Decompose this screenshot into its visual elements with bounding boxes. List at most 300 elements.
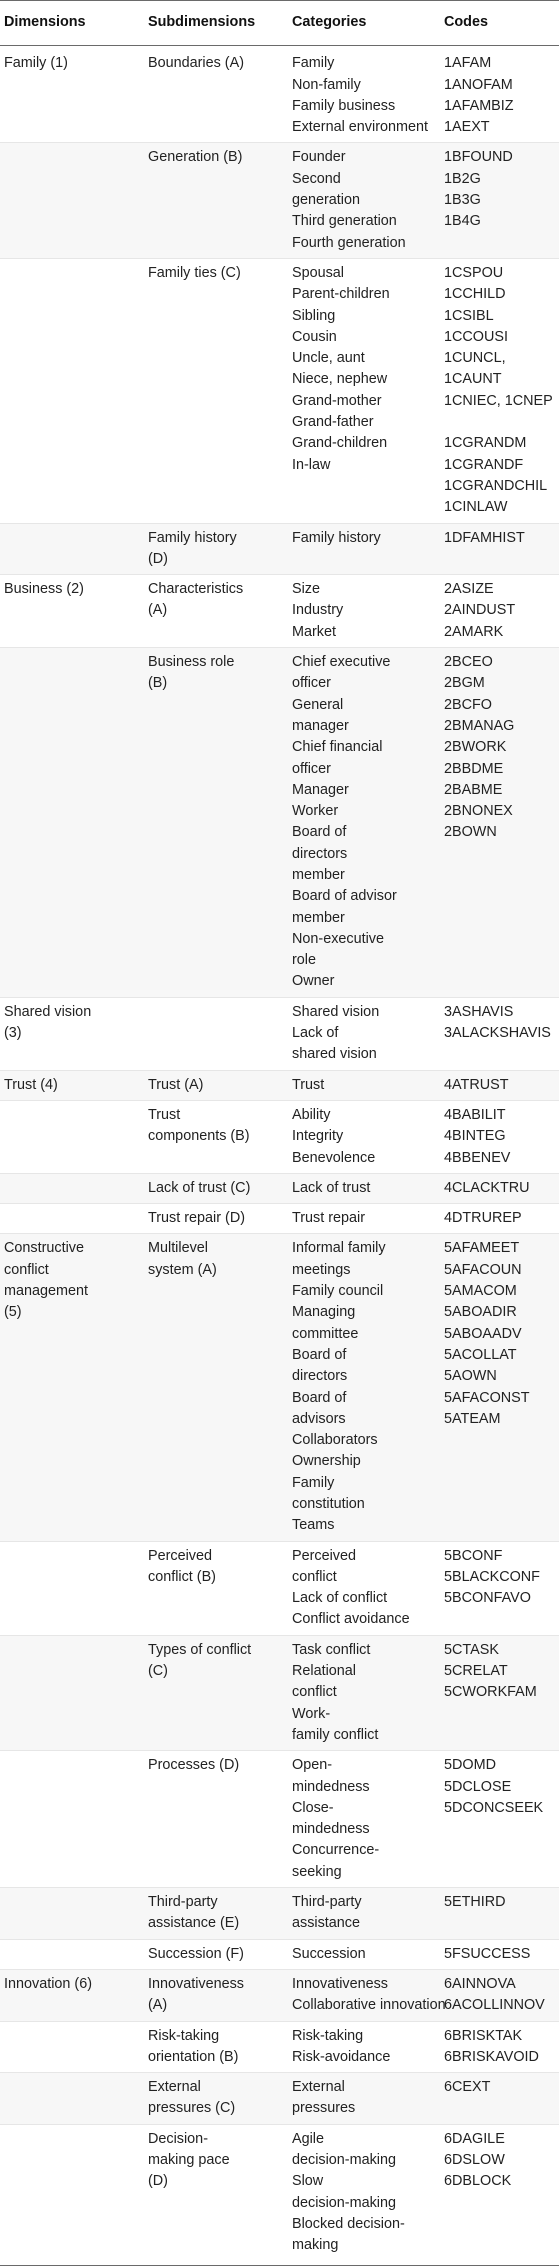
categories-cell xyxy=(288,2124,440,2265)
codes-line: 1CGRANDCHIL xyxy=(444,477,548,494)
categories-line: Collaborative innovation xyxy=(292,1997,446,2014)
subdimension-line: External xyxy=(148,2079,201,2096)
categories-line: Managing xyxy=(292,1304,356,1321)
categories-line: meetings xyxy=(292,1261,351,1278)
categories-cell xyxy=(288,1173,440,1203)
dimension-cell xyxy=(0,1070,144,1100)
subdimension-line: system (A) xyxy=(148,1261,217,1278)
codes-line: 6ACOLLINNOV xyxy=(444,1997,545,2014)
codes-cell xyxy=(440,2124,559,2265)
categories-line: Succession xyxy=(292,1945,366,1962)
table-row xyxy=(0,1939,559,1969)
codes-line: 5AOWN xyxy=(444,1368,497,1385)
subdimension-line: (D) xyxy=(148,550,168,567)
codes-line: 4BBENEV xyxy=(444,1149,511,1166)
dimension-cell xyxy=(0,2021,144,2073)
categories-line: Worker xyxy=(292,803,339,820)
categories-line: Work- xyxy=(292,1705,331,1722)
subdimension-line: pressures (C) xyxy=(148,2100,236,2117)
categories-line: Open- xyxy=(292,1757,332,1774)
codes-line: 2AMARK xyxy=(444,623,504,640)
codes-line: 3ALACKSHAVIS xyxy=(444,1025,551,1042)
categories-line: seeking xyxy=(292,1863,342,1880)
codes-line: 1CAUNT xyxy=(444,371,502,388)
codes-line: 1B3G xyxy=(444,192,481,209)
categories-cell xyxy=(288,1541,440,1635)
subdimension-cell xyxy=(144,523,288,575)
categories-line: Concurrence- xyxy=(292,1842,380,1859)
categories-line: Blocked decision- xyxy=(292,2215,405,2232)
codes-line: 1AFAMBIZ xyxy=(444,97,514,114)
codes-line: 6BRISKTAK xyxy=(444,2027,523,2044)
codes-line: 2BCEO xyxy=(444,654,493,671)
table-row xyxy=(0,1751,559,1888)
subdimension-line: assistance (E) xyxy=(148,1915,240,1932)
subdimension-cell xyxy=(144,997,288,1070)
subdimension-line: Family ties (C) xyxy=(148,264,241,281)
subdimension-line: (B) xyxy=(148,675,168,692)
codes-cell xyxy=(440,143,559,258)
dimension-cell xyxy=(0,1888,144,1940)
dimension-cell xyxy=(0,2073,144,2125)
categories-line: Informal family xyxy=(292,1240,386,1257)
codes-line: 2BWORK xyxy=(444,739,507,756)
subdimension-line: making pace xyxy=(148,2152,230,2169)
codes-line: 1CGRANDM xyxy=(444,435,527,452)
categories-line: Trust repair xyxy=(292,1210,366,1227)
codes-line: 2ASIZE xyxy=(444,581,494,598)
dimension-cell xyxy=(0,1635,144,1750)
categories-line: Family xyxy=(292,1474,335,1491)
dimension-cell xyxy=(0,648,144,998)
categories-line: Collaborators xyxy=(292,1432,378,1449)
codes-line: 5ATEAM xyxy=(444,1410,501,1427)
codes-line: 4BINTEG xyxy=(444,1128,506,1145)
categories-line: Grand-children xyxy=(292,435,388,452)
categories-line: Conflict avoidance xyxy=(292,1611,410,1628)
codes-line: 2BBDME xyxy=(444,760,504,777)
categories-line: Integrity xyxy=(292,1128,344,1145)
codes-cell xyxy=(440,1204,559,1234)
dimension-line: management xyxy=(4,1283,88,1300)
header-codes: Codes xyxy=(440,1,559,46)
subdimension-cell xyxy=(144,648,288,998)
categories-line: Founder xyxy=(292,149,346,166)
categories-line: Market xyxy=(292,623,336,640)
codes-cell xyxy=(440,1635,559,1750)
codes-line: 5CWORKFAM xyxy=(444,1684,537,1701)
subdimension-cell xyxy=(144,1100,288,1173)
categories-line: officer xyxy=(292,675,331,692)
categories-cell xyxy=(288,1635,440,1750)
table-row xyxy=(0,1204,559,1234)
categories-cell xyxy=(288,997,440,1070)
categories-line: Lack of trust xyxy=(292,1179,371,1196)
categories-line: Third-party xyxy=(292,1894,362,1911)
categories-line: External xyxy=(292,2079,345,2096)
table-row xyxy=(0,143,559,258)
codes-line: 6CEXT xyxy=(444,2079,491,2096)
codes-line: 4DTRUREP xyxy=(444,1210,522,1227)
categories-line: Trust xyxy=(292,1076,325,1093)
subdimension-line: Boundaries (A) xyxy=(148,55,244,72)
categories-line: member xyxy=(292,866,345,883)
categories-cell xyxy=(288,1070,440,1100)
categories-line: Chief financial xyxy=(292,739,383,756)
categories-cell xyxy=(288,46,440,143)
dimension-line: Trust (4) xyxy=(4,1076,58,1093)
dimension-line: Shared vision xyxy=(4,1003,92,1020)
categories-line: constitution xyxy=(292,1496,365,1512)
table-row xyxy=(0,2073,559,2125)
categories-line: Ownership xyxy=(292,1453,361,1470)
categories-line: Parent-children xyxy=(292,286,390,303)
categories-line: Owner xyxy=(292,973,335,990)
subdimension-cell xyxy=(144,46,288,143)
categories-line: Family history xyxy=(292,529,381,546)
subdimension-cell xyxy=(144,2124,288,2265)
header-row xyxy=(0,1,559,46)
codes-line: 1AFAM xyxy=(444,55,492,72)
categories-cell xyxy=(288,523,440,575)
codes-line: 1CUNCL, xyxy=(444,350,506,367)
header-dimensions: Dimensions xyxy=(0,1,144,46)
dimension-cell xyxy=(0,997,144,1070)
categories-line: Grand-father xyxy=(292,414,374,431)
subdimension-line: Lack of trust (C) xyxy=(148,1179,251,1196)
subdimension-line: Trust xyxy=(148,1106,181,1123)
codes-cell xyxy=(440,1541,559,1635)
categories-cell xyxy=(288,1888,440,1940)
subdimension-line: Multilevel xyxy=(148,1240,208,1257)
codes-line: 6DBLOCK xyxy=(444,2173,512,2190)
subdimension-line: orientation (B) xyxy=(148,2048,239,2065)
codes-line: 1DFAMHIST xyxy=(444,529,525,546)
codes-line: 5DCLOSE xyxy=(444,1778,512,1795)
subdimension-line: (A) xyxy=(148,1997,168,2014)
subdimension-cell xyxy=(144,1969,288,2021)
codes-line: 1CGRANDF xyxy=(444,456,524,473)
codes-cell xyxy=(440,575,559,648)
table-row xyxy=(0,1100,559,1173)
subdimension-cell xyxy=(144,1751,288,1888)
codes-line: 6DAGILE xyxy=(444,2130,505,2147)
subdimension-cell xyxy=(144,258,288,523)
codes-line xyxy=(444,412,555,433)
categories-line: Agile xyxy=(292,2130,324,2147)
categories-line: Lack of xyxy=(292,1025,339,1042)
codes-line: 5ABOAADV xyxy=(444,1325,522,1342)
categories-line: Perceived xyxy=(292,1547,356,1564)
dimension-cell xyxy=(0,2124,144,2265)
table-row xyxy=(0,997,559,1070)
categories-line: conflict xyxy=(292,1684,337,1701)
table-row xyxy=(0,2021,559,2073)
categories-line: Family business xyxy=(292,97,396,114)
categories-line: General xyxy=(292,696,344,713)
categories-line: Sibling xyxy=(292,307,336,324)
categories-line: Benevolence xyxy=(292,1149,376,1166)
subdimension-cell xyxy=(144,1173,288,1203)
dimension-line: Constructive xyxy=(4,1240,84,1257)
codes-line: 2BCFO xyxy=(444,696,492,713)
codes-line: 1AEXT xyxy=(444,119,490,136)
dimension-cell xyxy=(0,143,144,258)
codes-line: 5AMACOM xyxy=(444,1283,517,1300)
subdimension-line: Processes (D) xyxy=(148,1757,240,1774)
codes-line: 5AFACONST xyxy=(444,1389,530,1406)
codes-cell xyxy=(440,258,559,523)
dimension-cell xyxy=(0,1939,144,1969)
categories-line: decision-making xyxy=(292,2194,396,2211)
codes-cell xyxy=(440,1939,559,1969)
categories-line: Industry xyxy=(292,602,344,619)
subdimension-line: Business role xyxy=(148,654,235,671)
categories-line: member xyxy=(292,909,345,926)
codes-line: 4CLACKTRU xyxy=(444,1179,530,1196)
table-row xyxy=(0,1173,559,1203)
categories-cell xyxy=(288,1751,440,1888)
subdimension-line: conflict (B) xyxy=(148,1568,216,1585)
table-row xyxy=(0,1635,559,1750)
codes-line: 5BLACKCONF xyxy=(444,1568,540,1585)
subdimension-cell xyxy=(144,143,288,258)
subdimension-line: Risk-taking xyxy=(148,2027,220,2044)
categories-line: Second xyxy=(292,170,341,187)
categories-line: conflict xyxy=(292,1568,337,1585)
categories-line: Niece, nephew xyxy=(292,371,388,388)
categories-line: Board of xyxy=(292,1389,347,1406)
subdimension-line: Types of conflict xyxy=(148,1641,252,1658)
dimension-cell xyxy=(0,1204,144,1234)
subdimension-line: Trust repair (D) xyxy=(148,1210,246,1227)
codes-cell xyxy=(440,46,559,143)
codes-line: 5BCONFAVO xyxy=(444,1590,531,1607)
categories-line: Chief executive xyxy=(292,654,391,671)
categories-line: mindedness xyxy=(292,1821,370,1838)
codes-line: 6DSLOW xyxy=(444,2152,505,2169)
codes-line: 5AFACOUN xyxy=(444,1261,522,1278)
categories-cell xyxy=(288,1234,440,1541)
subdimension-cell xyxy=(144,1070,288,1100)
categories-line: officer xyxy=(292,760,331,777)
categories-line: Fourth generation xyxy=(292,234,406,251)
codes-line: 5BCONF xyxy=(444,1547,503,1564)
categories-line: Close- xyxy=(292,1799,334,1816)
categories-line: Uncle, aunt xyxy=(292,350,365,367)
categories-line: directors xyxy=(292,845,348,862)
subdimension-line: Succession (F) xyxy=(148,1945,244,1962)
codes-line: 5DOMD xyxy=(444,1757,496,1774)
subdimension-cell xyxy=(144,1234,288,1541)
categories-line: decision-making xyxy=(292,2152,396,2169)
dimension-line: (3) xyxy=(4,1025,22,1042)
codes-line: 5AFAMEET xyxy=(444,1240,520,1257)
categories-line: Risk-avoidance xyxy=(292,2048,391,2065)
codes-line: 6BRISKAVOID xyxy=(444,2048,539,2065)
dimension-cell xyxy=(0,1751,144,1888)
codes-cell xyxy=(440,1751,559,1888)
categories-cell xyxy=(288,1969,446,2021)
categories-line: pressures xyxy=(292,2100,356,2117)
codes-line: 1BFOUND xyxy=(444,149,513,166)
codes-cell xyxy=(440,1100,559,1173)
subdimension-line: Family history xyxy=(148,529,237,546)
table-row xyxy=(0,1234,559,1541)
codes-line: 5FSUCCESS xyxy=(444,1945,531,1962)
categories-line: Third generation xyxy=(292,213,397,230)
dimension-cell xyxy=(0,523,144,575)
table-row xyxy=(0,258,559,523)
codes-line: 5ETHIRD xyxy=(444,1894,506,1911)
dimension-line: Business (2) xyxy=(4,581,84,598)
categories-line: committee xyxy=(292,1325,359,1342)
categories-line: Manager xyxy=(292,781,349,798)
categories-line: directors xyxy=(292,1368,348,1385)
subdimension-line: Decision- xyxy=(148,2130,208,2147)
categories-line: Ability xyxy=(292,1106,331,1123)
codes-line: 1CCHILD xyxy=(444,286,506,303)
categories-line: Family council xyxy=(292,1283,384,1300)
categories-line: External environment xyxy=(292,119,428,136)
codes-line: 5DCONCSEEK xyxy=(444,1799,544,1816)
categories-line: Family xyxy=(292,55,335,72)
categories-line: In-law xyxy=(292,456,331,473)
codes-line: 5ABOADIR xyxy=(444,1304,517,1321)
codes-line: 1CSIBL xyxy=(444,307,494,324)
categories-line: Teams xyxy=(292,1517,335,1534)
codes-line: 2BGM xyxy=(444,675,485,692)
codes-line: 4BABILIT xyxy=(444,1106,506,1123)
codes-cell xyxy=(440,1173,559,1203)
categories-cell xyxy=(288,258,440,523)
table-row xyxy=(0,1541,559,1635)
categories-line: Size xyxy=(292,581,320,598)
codes-line: 2BNONEX xyxy=(444,803,513,820)
dimension-line: conflict xyxy=(4,1261,49,1278)
codes-line: 5ACOLLAT xyxy=(444,1346,517,1363)
categories-line: Spousal xyxy=(292,264,345,281)
categories-line: shared vision xyxy=(292,1046,377,1063)
subdimension-cell xyxy=(144,2021,288,2073)
dimension-line: Innovation (6) xyxy=(4,1975,92,1992)
table-row xyxy=(0,523,559,575)
categories-cell xyxy=(288,1100,440,1173)
categories-line: Shared vision xyxy=(292,1003,380,1020)
dimension-cell xyxy=(0,258,144,523)
subdimension-line: Perceived xyxy=(148,1547,212,1564)
subdimension-line: Third-party xyxy=(148,1894,218,1911)
dimension-cell xyxy=(0,46,144,143)
header-subdimensions: Subdimensions xyxy=(144,1,288,46)
table-header xyxy=(0,1,559,46)
categories-cell xyxy=(288,2021,440,2073)
dimension-cell xyxy=(0,1541,144,1635)
categories-line: Non-family xyxy=(292,76,361,93)
table-row xyxy=(0,2124,559,2265)
codes-cell xyxy=(440,2021,559,2073)
subdimension-cell xyxy=(144,1939,288,1969)
codes-line: 2BABME xyxy=(444,781,503,798)
codes-cell xyxy=(440,1234,559,1541)
categories-line: making xyxy=(292,2237,339,2254)
categories-line: Innovativeness xyxy=(292,1975,388,1992)
dimension-cell xyxy=(0,1173,144,1203)
table-row xyxy=(0,648,559,998)
codes-line: 1ANOFAM xyxy=(444,76,513,93)
codes-line: 4ATRUST xyxy=(444,1076,509,1093)
categories-cell xyxy=(288,143,440,258)
categories-line: Task conflict xyxy=(292,1641,371,1658)
subdimension-cell xyxy=(144,1204,288,1234)
subdimension-line: (A) xyxy=(148,602,168,619)
categories-line: Grand-mother xyxy=(292,392,382,409)
codes-cell xyxy=(440,1070,559,1100)
categories-line: Risk-taking xyxy=(292,2027,364,2044)
codes-line: 1B4G xyxy=(444,213,481,230)
categories-line: family conflict xyxy=(292,1726,379,1743)
subdimension-cell xyxy=(144,575,288,648)
codes-cell xyxy=(440,1888,559,1940)
header-categories: Categories xyxy=(288,1,440,46)
categories-line: manager xyxy=(292,717,349,734)
categories-line: Non-executive xyxy=(292,930,384,947)
subdimension-line: components (B) xyxy=(148,1128,250,1145)
dimension-line: Family (1) xyxy=(4,55,68,72)
codes-line: 1B2G xyxy=(444,170,481,187)
categories-cell xyxy=(288,1204,440,1234)
dimension-cell xyxy=(0,1100,144,1173)
codes-line: 2BMANAG xyxy=(444,717,515,734)
categories-cell xyxy=(288,1939,440,1969)
subdimension-line: Characteristics xyxy=(148,581,244,598)
codes-line: 3ASHAVIS xyxy=(444,1003,514,1020)
codes-cell xyxy=(440,648,559,998)
subdimension-line: Trust (A) xyxy=(148,1076,204,1093)
subdimension-cell xyxy=(144,1541,288,1635)
categories-line: Lack of conflict xyxy=(292,1590,388,1607)
codes-line: 2BOWN xyxy=(444,824,497,841)
categories-line: Board of advisor xyxy=(292,888,397,905)
categories-line: Board of xyxy=(292,824,347,841)
codes-cell xyxy=(440,2073,559,2125)
subdimension-line: Generation (B) xyxy=(148,149,243,166)
dimension-cell xyxy=(0,1969,144,2021)
table-row xyxy=(0,1969,559,2021)
subdimension-line: (C) xyxy=(148,1663,168,1680)
codes-line: 2AINDUST xyxy=(444,602,516,619)
categories-cell xyxy=(288,2073,440,2125)
categories-line: mindedness xyxy=(292,1778,370,1795)
categories-line: Slow xyxy=(292,2173,324,2190)
table-row xyxy=(0,1888,559,1940)
categories-line: role xyxy=(292,952,316,969)
codes-cell xyxy=(440,997,559,1070)
table-row xyxy=(0,575,559,648)
table-body xyxy=(0,46,559,2265)
categories-line: Cousin xyxy=(292,328,337,345)
codes-cell xyxy=(440,523,559,575)
subdimension-cell xyxy=(144,1635,288,1750)
codes-cell xyxy=(440,1969,559,2021)
table-row xyxy=(0,1070,559,1100)
subdimension-cell xyxy=(144,1888,288,1940)
dimension-cell xyxy=(0,575,144,648)
categories-line: assistance xyxy=(292,1915,360,1932)
categories-line: Board of xyxy=(292,1346,347,1363)
categories-cell xyxy=(288,648,440,998)
categories-line: advisors xyxy=(292,1410,346,1427)
